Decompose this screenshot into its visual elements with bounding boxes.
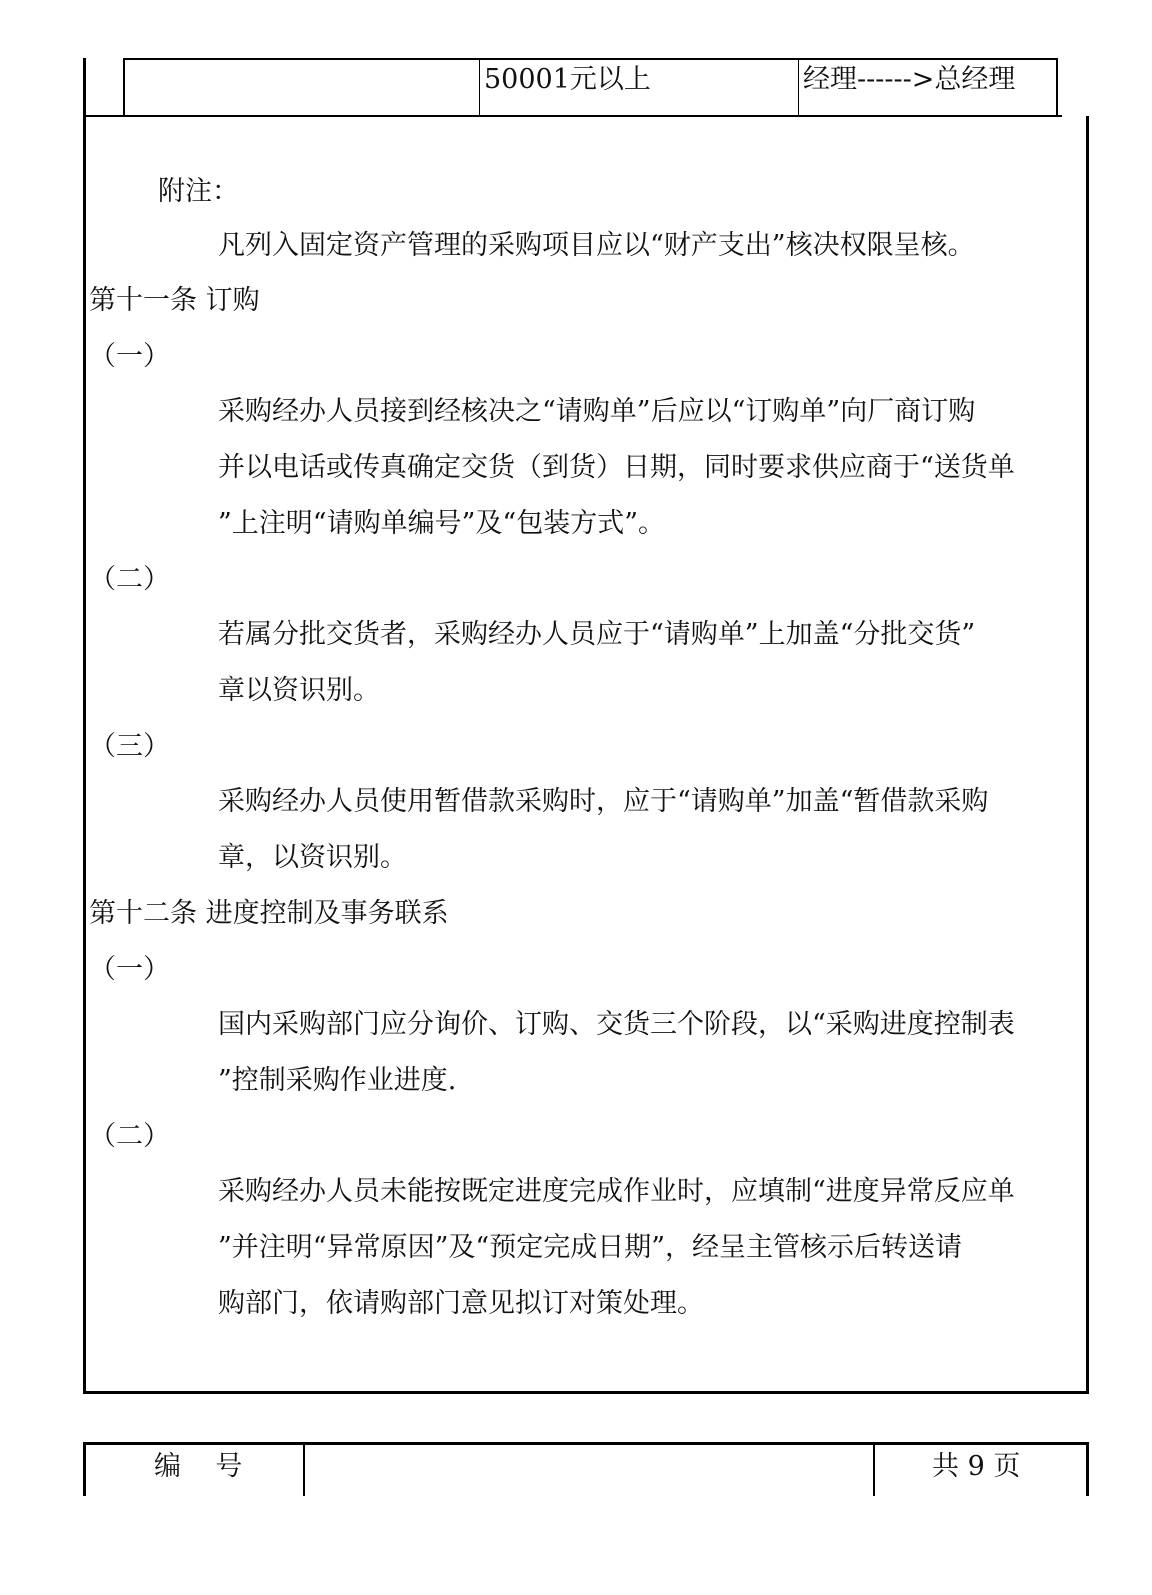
table-left-border xyxy=(123,58,125,117)
table-bottom-border xyxy=(83,115,1062,117)
approval-chain-cell: 经理------>总经理 xyxy=(803,64,1016,95)
text-line: 章，以资识别。 xyxy=(218,842,407,873)
text-line: 国内采购部门应分询价、订购、交货三个阶段，以“采购进度控制表 xyxy=(218,1009,1015,1040)
footer-col-divider-2 xyxy=(873,1442,875,1496)
footer-left-border xyxy=(83,1442,86,1496)
table-right-border xyxy=(1056,58,1058,117)
footer-col-divider-1 xyxy=(303,1442,305,1496)
footer-page-count: 共 9 页 xyxy=(932,1451,1021,1482)
text-line: ”并注明“异常原因”及“预定完成日期”，经呈主管核示后转送请 xyxy=(218,1232,963,1263)
text-line: 采购经办人员使用暂借款采购时，应于“请购单”加盖“暂借款采购 xyxy=(218,786,989,817)
frame-right-border xyxy=(1086,116,1089,1394)
footer-number-label: 编 号 xyxy=(154,1451,243,1482)
frame-left-border xyxy=(83,58,86,1394)
text-line: 并以电话或传真确定交货（到货）日期，同时要求供应商于“送货单 xyxy=(218,452,1015,483)
article-12-item-2-text xyxy=(218,1164,1058,1332)
table-top-border xyxy=(123,58,1058,60)
text-line: ”上注明“请购单编号”及“包装方式”。 xyxy=(218,508,666,539)
article-11-heading: 第十一条 订购 xyxy=(89,285,260,316)
text-line: 若属分批交货者，采购经办人员应于“请购单”上加盖“分批交货” xyxy=(218,619,976,650)
table-col-divider-1 xyxy=(479,58,480,117)
footer-top-border xyxy=(83,1442,1089,1445)
text-line: 采购经办人员接到经核决之“请购单”后应以“订购单”向厂商订购 xyxy=(218,396,976,427)
article-12-item-2-marker: （二） xyxy=(89,1121,170,1152)
article-11-item-2-marker: （二） xyxy=(89,564,170,595)
table-col-divider-2 xyxy=(798,58,799,117)
note-text: 凡列入固定资产管理的采购项目应以“财产支出”核决权限呈核。 xyxy=(218,230,975,261)
article-11-item-3-text xyxy=(218,774,1058,886)
article-12-item-1-text xyxy=(218,997,1058,1109)
note-label: 附注： xyxy=(158,176,239,207)
article-11-item-2-text xyxy=(218,607,1058,719)
text-line: 章以资识别。 xyxy=(218,675,380,706)
article-12-item-1-marker: （一） xyxy=(89,954,170,985)
article-11-item-1-marker: （一） xyxy=(89,341,170,372)
text-line: ”控制采购作业进度. xyxy=(218,1065,457,1096)
amount-cell: 50001元以上 xyxy=(484,64,651,95)
article-11-item-3-marker: （三） xyxy=(89,731,170,762)
frame-bottom-border xyxy=(83,1391,1089,1394)
text-line: 购部门，依请购部门意见拟订对策处理。 xyxy=(218,1288,704,1319)
article-12-heading: 第十二条 进度控制及事务联系 xyxy=(89,898,449,929)
article-11-item-1-text xyxy=(218,384,1058,552)
footer-right-border xyxy=(1086,1442,1089,1496)
text-line: 采购经办人员未能按既定进度完成作业时，应填制“进度异常反应单 xyxy=(218,1176,1015,1207)
